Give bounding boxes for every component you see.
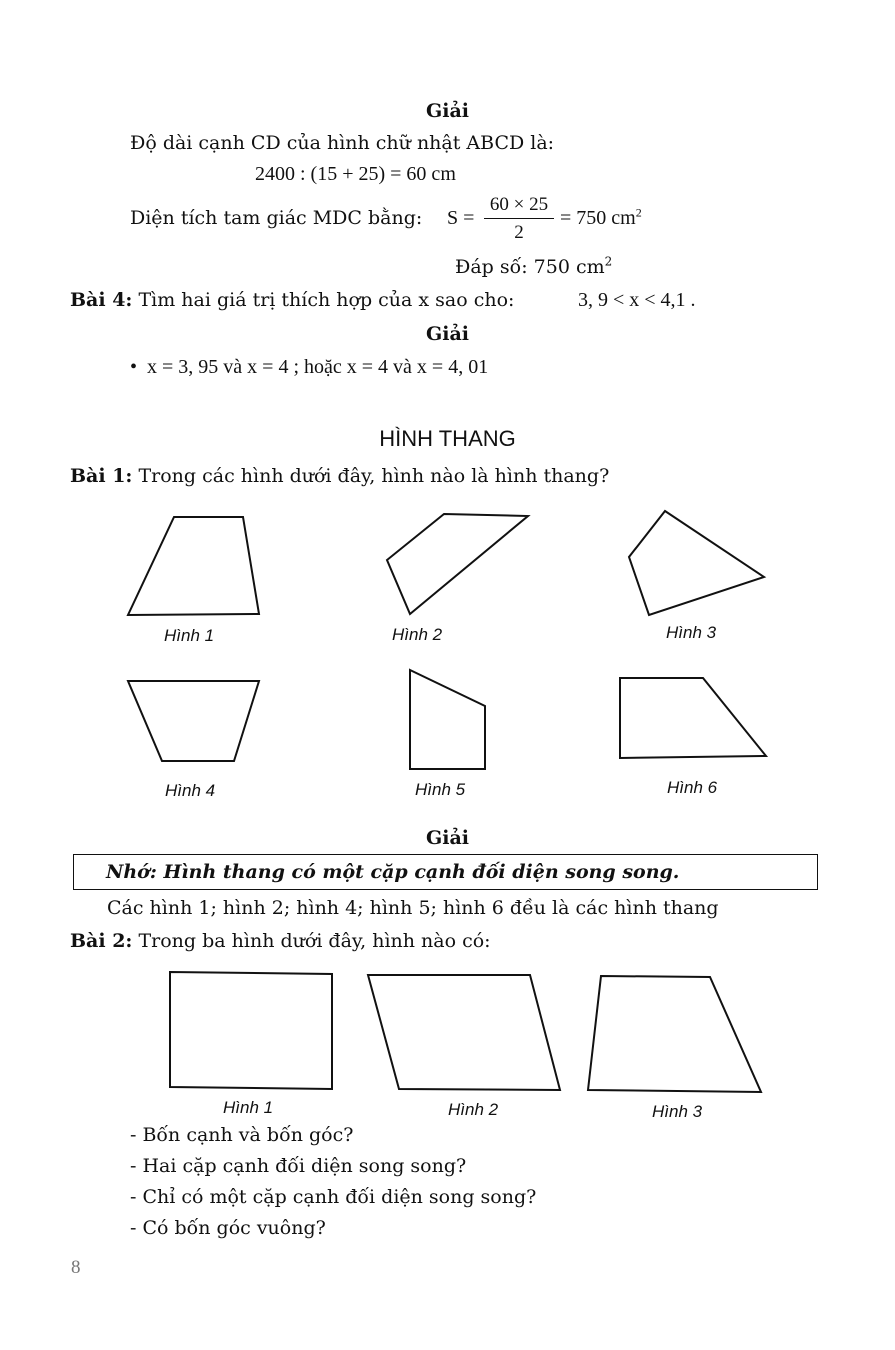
area-label: Diện tích tam giác MDC bằng:	[130, 207, 423, 229]
answer-exponent: 2	[604, 254, 613, 269]
fraction-denominator: 2	[514, 222, 524, 243]
bullet: •	[130, 356, 138, 378]
area-s: S =	[447, 207, 475, 229]
bai2-text: Trong ba hình dưới đây, hình nào có:	[138, 930, 491, 952]
bai4-solution-text: x = 3, 95 và x = 4 ; hoặc x = 4 và x = 4, 01	[147, 356, 489, 378]
bai2-question-1: - Bốn cạnh và bốn góc?	[130, 1124, 354, 1146]
solution-heading-2: Giải	[426, 323, 469, 345]
bai4-label: Bài 4:	[70, 289, 133, 311]
shape-hinh-2	[387, 514, 528, 614]
bai4-condition: 3, 9 < x < 4,1 .	[578, 289, 696, 311]
shape-bai2-hinh-1	[170, 972, 332, 1089]
caption-hinh-5: Hình 5	[415, 780, 466, 799]
caption-hinh-3: Hình 3	[666, 623, 717, 642]
shape-hinh-4	[128, 681, 259, 761]
caption-hinh-1: Hình 1	[164, 626, 215, 645]
bai2-caption-hinh-1: Hình 1	[223, 1098, 274, 1117]
area-result-exponent: 2	[635, 205, 642, 220]
bai2-question-2: - Hai cặp cạnh đối diện song song?	[130, 1155, 467, 1177]
bai1-label: Bài 1:	[70, 465, 133, 487]
bai2-caption-hinh-3: Hình 3	[652, 1102, 703, 1121]
calc-line: 2400 : (15 + 25) = 60 cm	[255, 163, 456, 185]
bai2-label: Bài 2:	[70, 930, 133, 952]
solution-line-cd: Độ dài cạnh CD của hình chữ nhật ABCD là:	[130, 132, 555, 154]
area-result-text: = 750 cm	[560, 207, 636, 229]
shape-hinh-6	[620, 678, 766, 758]
fraction-numerator: 60 × 25	[489, 194, 549, 215]
note-text: Nhớ: Hình thang có một cặp cạnh đối diện song song.	[106, 861, 680, 883]
bai1-answer: Các hình 1; hình 2; hình 4; hình 5; hình 6 đều là các hình thang	[107, 897, 719, 919]
bai4-text: Tìm hai giá trị thích hợp của x sao cho:	[138, 289, 515, 311]
solution-heading-1: Giải	[426, 100, 469, 122]
bai2-question-4: - Có bốn góc vuông?	[130, 1217, 326, 1239]
shape-bai2-hinh-2	[368, 975, 560, 1090]
shape-hinh-5	[410, 670, 485, 769]
bai2-prompt	[70, 929, 491, 953]
answer-text: Đáp số: 750 cm	[455, 256, 605, 278]
shape-hinh-1	[128, 517, 259, 615]
caption-hinh-4: Hình 4	[165, 781, 216, 800]
bai2-question-3: - Chỉ có một cặp cạnh đối diện song song?	[130, 1186, 537, 1208]
chapter-title: HÌNH THANG	[379, 426, 516, 451]
solution-heading-3: Giải	[426, 827, 469, 849]
shape-hinh-3	[629, 511, 764, 615]
shape-bai2-hinh-3	[588, 976, 761, 1092]
page-number: 8	[71, 1257, 81, 1278]
caption-hinh-2: Hình 2	[392, 625, 443, 644]
bai2-caption-hinh-2: Hình 2	[448, 1100, 499, 1119]
caption-hinh-6: Hình 6	[667, 778, 718, 797]
bai1-text: Trong các hình dưới đây, hình nào là hình thang?	[138, 465, 610, 487]
